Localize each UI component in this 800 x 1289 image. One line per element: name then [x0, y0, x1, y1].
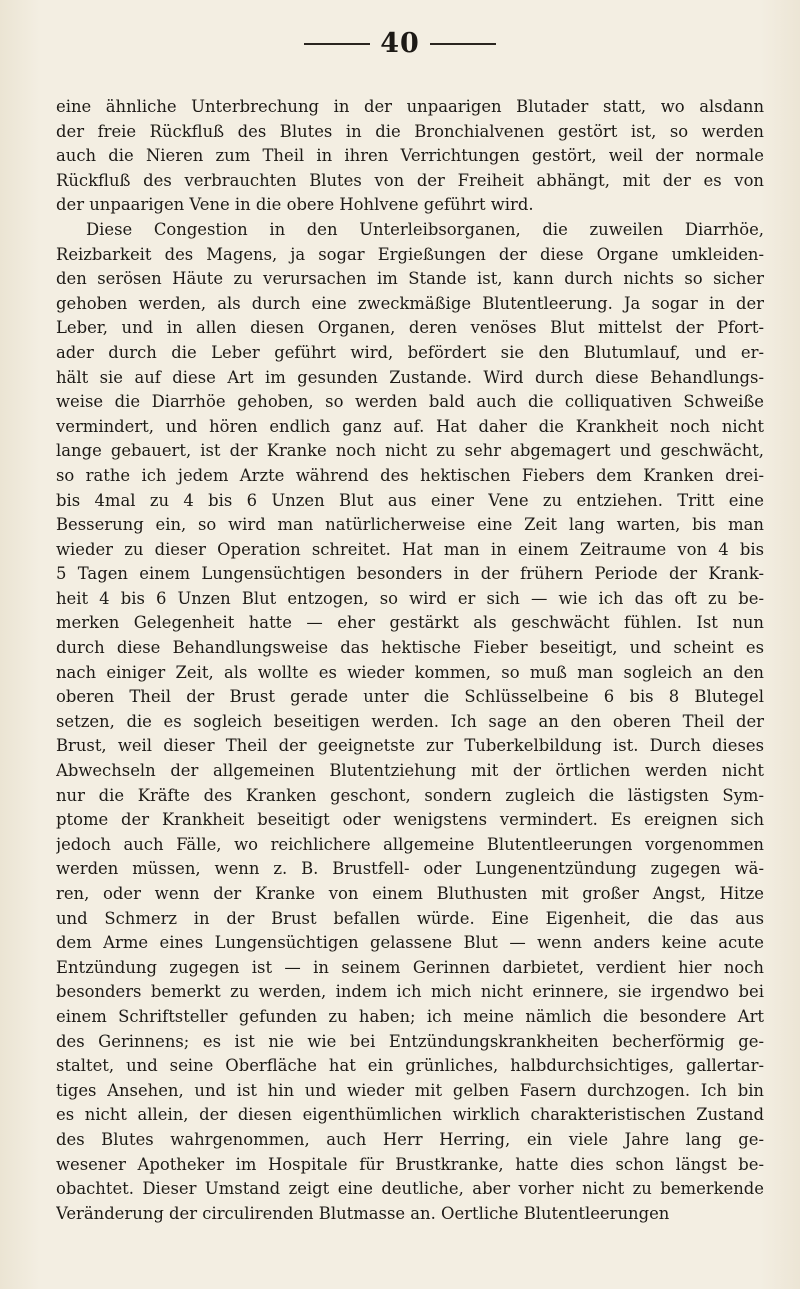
text-line: es nicht allein, der diesen eigenthümlichen wirklich charakteristischen Zustand [56, 1105, 764, 1125]
text-line: 5 Tagen einem Lungensüchtigen besonders in der frühern Periode der Krank- [56, 564, 764, 584]
text-line: wesener Apotheker im Hospitale für Brustkranke, hatte dies schon längst be- [56, 1154, 764, 1174]
header-rule-right [430, 43, 496, 45]
text-line: einem Schriftsteller gefunden zu haben; ich meine nämlich die besondere Art [56, 1006, 764, 1026]
text-line: werden müssen, wenn z. B. Brustfell- oder Lungenentzündung zugegen wä- [56, 859, 764, 879]
text-line: auch die Nieren zum Theil in ihren Verrichtungen gestört, weil der normale [56, 146, 764, 166]
text-line: Veränderung der circulirenden Blutmasse an. Oertliche Blutentleerungen [56, 1203, 670, 1223]
header-rule-left [304, 43, 370, 45]
text-line: ren, oder wenn der Kranke von einem Bluthusten mit großer Angst, Hitze [56, 884, 764, 903]
text-line: oberen Theil der Brust gerade unter die Schlüsselbeine 6 bis 8 Blutegel [56, 687, 764, 707]
page-header [0, 30, 800, 57]
text-line: vermindert, und hören endlich ganz auf. Hat daher die Krankheit noch nicht [56, 416, 764, 436]
text-line: Diese Congestion in den Unterleibsorganen, die zuweilen Diarrhöe, [86, 219, 764, 239]
text-line: der unpaarigen Vene in die obere Hohlvene geführt wird. [56, 195, 534, 215]
text-line: gehoben werden, als durch eine zweckmäßige Blutentleerung. Ja sogar in der [56, 293, 764, 313]
text-line: tiges Ansehen, und ist hin und wieder mit gelben Fasern durchzogen. Ich bin [56, 1080, 764, 1100]
text-line: besonders bemerkt zu werden, indem ich mich nicht erinnere, sie irgendwo bei [56, 982, 764, 1002]
text-line: wieder zu dieser Operation schreitet. Hat man in einem Zeitraume von 4 bis [56, 539, 764, 559]
page-number: 40 [380, 28, 420, 59]
text-line: durch diese Behandlungsweise das hektische Fieber beseitigt, und scheint es [56, 638, 764, 658]
text-line: Entzündung zugegen ist — in seinem Gerinnen darbietet, verdient hier noch [56, 957, 764, 977]
text-line: staltet, und seine Oberfläche hat ein grünliches, halbdurchsichtiges, gallertar- [56, 1056, 764, 1076]
text-line: setzen, die es sogleich beseitigen werden. Ich sage an den oberen Theil der [56, 711, 764, 731]
text-line: merken Gelegenheit hatte — eher gestärkt als geschwächt fühlen. Ist nun [56, 613, 764, 633]
text-line: ptome der Krankheit beseitigt oder wenigstens vermindert. Es ereignen sich [56, 810, 764, 830]
text-line: der freie Rückfluß des Blutes in die Bronchialvenen gestört ist, so werden [56, 121, 764, 141]
text-line: den serösen Häute zu verursachen im Stande ist, kann durch nichts so sicher [56, 269, 764, 289]
text-line: lange gebauert, ist der Kranke noch nicht zu sehr abgemagert und geschwächt, [56, 441, 764, 461]
text-line: Abwechseln der allgemeinen Blutentziehung mit der örtlichen werden nicht [56, 761, 764, 781]
text-line: jedoch auch Fälle, wo reichlichere allgemeine Blutentleerungen vorgenommen [56, 834, 764, 854]
text-line: bis 4mal zu 4 bis 6 Unzen Blut aus einer Vene zu entziehen. Tritt eine [56, 490, 764, 510]
text-line: ader durch die Leber geführt wird, befördert sie den Blutumlauf, und er- [56, 342, 764, 362]
text-line: des Gerinnens; es ist nie wie bei Entzündungskrankheiten becherförmig ge- [56, 1031, 764, 1051]
text-line: heit 4 bis 6 Unzen Blut entzogen, so wird er sich — wie ich das oft zu be- [56, 588, 764, 608]
text-line: Rückfluß des verbrauchten Blutes von der Freiheit abhängt, mit der es von [56, 170, 764, 190]
text-line: nach einiger Zeit, als wollte es wieder kommen, so muß man sogleich an den [56, 662, 764, 682]
text-line: und Schmerz in der Brust befallen würde. Eine Eigenheit, die das aus [56, 908, 764, 928]
text-line: eine ähnliche Unterbrechung in der unpaarigen Blutader statt, wo alsdann [56, 97, 764, 116]
text-line: nur die Kräfte des Kranken geschont, sondern zugleich die lästigsten Sym- [56, 785, 764, 805]
text-line: weise die Diarrhöe gehoben, so werden bald auch die colliquativen Schweiße [56, 392, 764, 412]
text-line: Brust, weil dieser Theil der geeignetste zur Tuberkelbildung ist. Durch dieses [56, 736, 764, 756]
text-line: Leber, und in allen diesen Organen, deren venöses Blut mittelst der Pfort- [56, 318, 764, 338]
text-line: hält sie auf diese Art im gesunden Zustande. Wird durch diese Behandlungs- [56, 367, 764, 387]
text-line: Reizbarkeit des Magens, ja sogar Ergießungen der diese Organe umkleiden- [56, 244, 764, 264]
text-line: dem Arme eines Lungensüchtigen gelassene Blut — wenn anders keine acute [56, 933, 764, 953]
text-line: Besserung ein, so wird man natürlicherweise eine Zeit lang warten, bis man [56, 515, 764, 535]
body-text [56, 95, 764, 1226]
text-line: so rathe ich jedem Arzte während des hektischen Fiebers dem Kranken drei- [56, 465, 764, 485]
text-line: obachtet. Dieser Umstand zeigt eine deutliche, aber vorher nicht zu bemerkende [56, 1179, 764, 1199]
text-line: des Blutes wahrgenommen, auch Herr Herring, ein viele Jahre lang ge- [56, 1129, 764, 1149]
